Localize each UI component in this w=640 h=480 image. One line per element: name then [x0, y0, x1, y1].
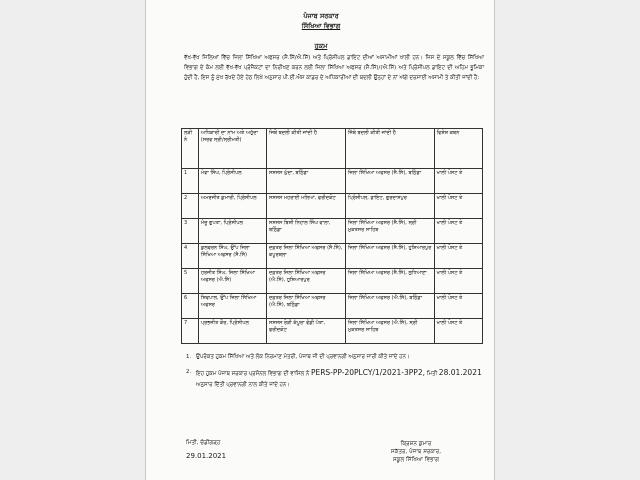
cell-remarks: ਖਾਲੀ ਪੋਸਟ ਤੇ	[434, 319, 482, 344]
col-header-to: ਜਿੱਥੇ ਬਦਲੀ ਕੀਤੀ ਜਾਂਦੀ ਹੈ	[345, 129, 434, 169]
note-text-part: ਮਿਤੀ	[426, 371, 438, 377]
cell-officer: ਪ੍ਰਭਜੀਤ ਕੌਰ, ਪ੍ਰਿੰਸੀਪਲ	[198, 319, 266, 344]
cell-serial: 3	[182, 219, 199, 244]
cell-from: ਸਸਸਸ ਮਹਰਾਈ ਮਲਿਆਂ, ਫਰੀਦਕੋਟ	[266, 194, 345, 219]
cell-to: ਜਿਲਾ ਸਿੱਖਿਆ ਅਫਸਰ (ਐ.ਸਿੱ), ਬਠਿੰਡਾ	[345, 294, 434, 319]
col-header-serial: ਲੜੀ ਨੰ	[182, 129, 199, 169]
col-header-from: ਜਿਥੋਂ ਬਦਲੀ ਕੀਤੀ ਜਾਂਦੀ ਹੈ	[266, 129, 345, 169]
cell-serial: 1	[182, 169, 199, 194]
header-government: ਪੰਜਾਬ ਸਰਕਾਰ	[303, 12, 339, 20]
cell-to: ਜਿਲਾ ਸਿੱਖਿਆ ਅਫਸਰ (ਸੈ.ਸਿੱ), ਬਠਿੰਡਾ	[345, 169, 434, 194]
cell-serial: 7	[182, 319, 199, 344]
notes-section	[186, 352, 486, 395]
table-header-row	[182, 129, 483, 169]
cell-officer: ਸ਼ਿਵਪਾਲ, ਉੱਪ ਜਿਲਾ ਸਿੱਖਿਆ ਅਫਸਰ	[198, 294, 266, 319]
cell-serial: 2	[182, 194, 199, 219]
note-reference-number: PERS-PP-20PLCY/1/2021-3PP2,	[310, 368, 425, 377]
cell-from: ਦਫ਼ਤਰ ਜਿਲਾ ਸਿੱਖਿਆ ਅਫਸਰ (ਐ.ਸਿੱ), ਹੁਸ਼ਿਆਰਪੁਰ	[266, 269, 345, 294]
cell-serial: 4	[182, 244, 199, 269]
cell-to: ਜਿਲਾ ਸਿੱਖਿਆ ਅਫਸਰ (ਸੈ.ਸਿੱ), ਸ੍ਰੀ ਮੁਕਤਸਰ ਸਾਹਿਬ	[345, 219, 434, 244]
cell-from: ਸਸਸਸ ਬਿਸ਼ੀ ਨਿਹਾਲ ਸਿੰਘ ਵਾਲਾ, ਬਠਿੰਡਾ	[266, 219, 345, 244]
cell-serial: 6	[182, 294, 199, 319]
note-reference-date: 28.01.2021	[438, 368, 482, 377]
cell-to: ਜਿਲਾ ਸਿੱਖਿਆ ਅਫਸਰ (ਸੈ.ਸਿੱ), ਹੁਸ਼ਿਆਰਪੁਰ	[345, 244, 434, 269]
signatory-department: ਸਕੂਲ ਸਿੱਖਿਆ ਵਿਭਾਗ	[392, 457, 440, 463]
cell-to: ਜਿਲਾ ਸਿੱਖਿਆ ਅਫਸਰ (ਸੈ.ਸਿੱ), ਲੁਧਿਆਣਾ	[345, 269, 434, 294]
cell-officer: ਕੁਲਵਰਨ ਸਿੰਘ, ਉੱਪ ਜਿਲਾ ਸਿੱਖਿਆ ਅਫਸਰ (ਸੈ.ਸਿੱ)	[198, 244, 266, 269]
note-number: 1.	[186, 354, 192, 360]
cell-from: ਦਫ਼ਤਰ ਜਿਲਾ ਸਿੱਖਿਆ ਅਫਸਰ (ਸੈ.ਸਿੱ), ਕਪੂਰਥਲਾ	[266, 244, 345, 269]
cell-to: ਜਿਲਾ ਸਿੱਖਿਆ ਅਫਸਰ (ਐ.ਸਿੱ), ਸ੍ਰੀ ਮੁਕਤਸਰ ਸਾਹਿਬ	[345, 319, 434, 344]
order-label: ਹੁਕਮ	[314, 42, 328, 50]
col-header-remarks: ਵਿਸ਼ੇਸ਼ ਕਥਨ	[434, 129, 482, 169]
cell-officer: ਅਮਰਜੀਤ ਕੁਮਾਰੀ, ਪ੍ਰਿੰਸੀਪਲ	[198, 194, 266, 219]
cell-remarks: ਖਾਲੀ ਪੋਸਟ ਤੇ	[434, 294, 482, 319]
note-text-part: ਅਨੁਸਾਰ ਦਿੱਤੀ ਪ੍ਰਵਾਨਗੀ ਨਾਲ ਕੀਤੇ ਜਾਂਦੇ ਹਨ।	[196, 382, 290, 388]
cell-remarks: ਖਾਲੀ ਪੋਸਟ ਤੇ	[434, 269, 482, 294]
cell-serial: 5	[182, 269, 199, 294]
issue-date: 29.01.2021	[186, 452, 227, 460]
note-item	[186, 352, 486, 363]
intro-paragraph: ਵੱਖ-ਵੱਖ ਜਿਲਿਆਂ ਵਿੱਚ ਜਿਲਾ ਸਿੱਖਿਆ ਅਫਸਰ (ਸੈ.ਸਿੱ/ਐ.ਸਿੱ) ਅਤੇ ਪ੍ਰਿੰਸੀਪਲ ਡਾਇਟ ਦੀਆਂ ਅਸਾਮੀਆਂ ਖਾਲੀ ਹਨ। ਜਿਸ ਦੇ ਸਕੂਲ ਵਿੱਚ ਸਿੱਖਿਆ ਵਿਭਾਗ ਦੇ ਕੰਮ ਲਈ ਵੱਖ-ਵੱਖ ਪ੍ਰੋਜੈਕਟਾਂ ਦਾ ਨਿਰੀਖਣ ਕਰਨ ਲਈ ਜਿਲਾ ਸਿੱਖਿਆ ਅਫਸਰ (ਸੈ.ਸਿੱ)/(ਐ.ਸਿੱ) ਅਤੇ ਪ੍ਰਿੰਸੀਪਲ ਡਾਇਟ ਦੀ ਅਹਿਮ ਭੂਮਿਕਾ ਹੁੰਦੀ ਹੈ, ਇਸ ਨੂੰ ਮੁੱਖ ਰੱਖਦੇ ਹੋਏ ਹੇਠ ਲਿਖੇ ਅਨੁਸਾਰ ਪੀ.ਈ.ਐਸ ਕਾਡਰ ਦੇ ਅਧਿਕਾਰੀਆਂ ਦੀ ਬਦਲੀ ਉਨ੍ਹਾਂ ਦੇ ਨਾਂ ਅੱਗੇ ਦਰਸਾਈ ਅਸਾਮੀ ਤੇ ਕੀਤੀ ਜਾਂਦੀ ਹੈ:	[184, 55, 484, 81]
col-header-officer: ਅਧਿਕਾਰੀ ਦਾ ਨਾਂਮ ਅਤੇ ਅਹੁੱਦਾ (ਸਰਵ ਸ੍ਰੀ/ਸ੍ਰੀਮਤੀ)	[198, 129, 266, 169]
issue-place: ਮਿਤੀ, ਚੰਡੀਗੜ੍ਹ	[186, 440, 221, 446]
table-row	[182, 294, 483, 319]
cell-remarks: ਖਾਲੀ ਪੋਸਟ ਤੇ	[434, 194, 482, 219]
table-row	[182, 244, 483, 269]
table-row	[182, 194, 483, 219]
cell-from: ਸਸਸਸ ਰੋੜੀ ਕੱਪੂਰਾ ਵੰਡੀ ਪੱਤਾ, ਫਰੀਦਕੋਟ	[266, 319, 345, 344]
table-row	[182, 269, 483, 294]
note-number: 2.	[186, 369, 192, 375]
signatory-name: ਕ੍ਰਿਸ਼ਨ ਕੁਮਾਰ	[400, 441, 432, 447]
note-text-part: ਇਹ ਹੁਕਮ ਪੰਜਾਬ ਸਰਕਾਰ ਪ੍ਰਸੋਨਲ ਵਿਭਾਗ ਦੀ ਵਾਸਿਲ ਨੰ	[196, 371, 310, 377]
cell-officer: ਹਰਜੀਤ ਸਿੰਘ, ਜਿਲਾ ਸਿੱਖਿਆ ਅਫਸਰ (ਐ.ਸਿੱ)	[198, 269, 266, 294]
table-row	[182, 219, 483, 244]
cell-from: ਦਫ਼ਤਰ ਜਿਲਾ ਸਿੱਖਿਆ ਅਫਸਰ (ਐ.ਸਿੱ), ਬਠਿੰਡਾ	[266, 294, 345, 319]
document-page	[145, 0, 495, 480]
cell-remarks: ਖਾਲੀ ਪੋਸਟ ਤੇ	[434, 244, 482, 269]
note-text	[196, 367, 486, 391]
signature-block	[341, 440, 491, 464]
transfer-table	[181, 128, 483, 344]
cell-officer: ਮੇਵਾ ਸਿੰਘ, ਪ੍ਰਿੰਸੀਪਲ	[198, 169, 266, 194]
cell-remarks: ਖਾਲੀ ਪੋਸਟ ਤੇ	[434, 219, 482, 244]
note-item	[186, 367, 486, 391]
left-margin	[0, 0, 145, 480]
right-margin	[495, 0, 640, 480]
cell-to: ਪ੍ਰਿੰਸੀਪਲ, ਡਾਇਟ, ਗੁਰਦਾਸਪੁਰ	[345, 194, 434, 219]
cell-officer: ਮੰਜੂ ਗੁਪਤਾ, ਪ੍ਰਿੰਸੀਪਲ	[198, 219, 266, 244]
table-row	[182, 169, 483, 194]
header-department: ਸਿੱਖਿਆ ਵਿਭਾਗ	[301, 22, 341, 30]
cell-remarks: ਖਾਲੀ ਪੋਸਟ ਤੇ	[434, 169, 482, 194]
table-row	[182, 319, 483, 344]
note-text: ਉਪਰੋਕਤ ਹੁਕਮ ਸਿੱਖਿਆ ਅਤੇ ਲੋਕ ਨਿਰਮਾਣ ਮੰਤਰੀ, ਪੰਜਾਬ ਜੀ ਦੀ ਪ੍ਰਵਾਨਗੀ ਅਨੁਸਾਰ ਜਾਰੀ ਕੀਤੇ ਜਾਂਦੇ ਹਨ।	[196, 354, 410, 360]
cell-from: ਸਸਸਸ ਘੁੱਦਾ, ਬਠਿੰਡਾ	[266, 169, 345, 194]
signatory-title: ਸਕੱਤਰ, ਪੰਜਾਬ ਸਰਕਾਰ,	[390, 449, 442, 455]
